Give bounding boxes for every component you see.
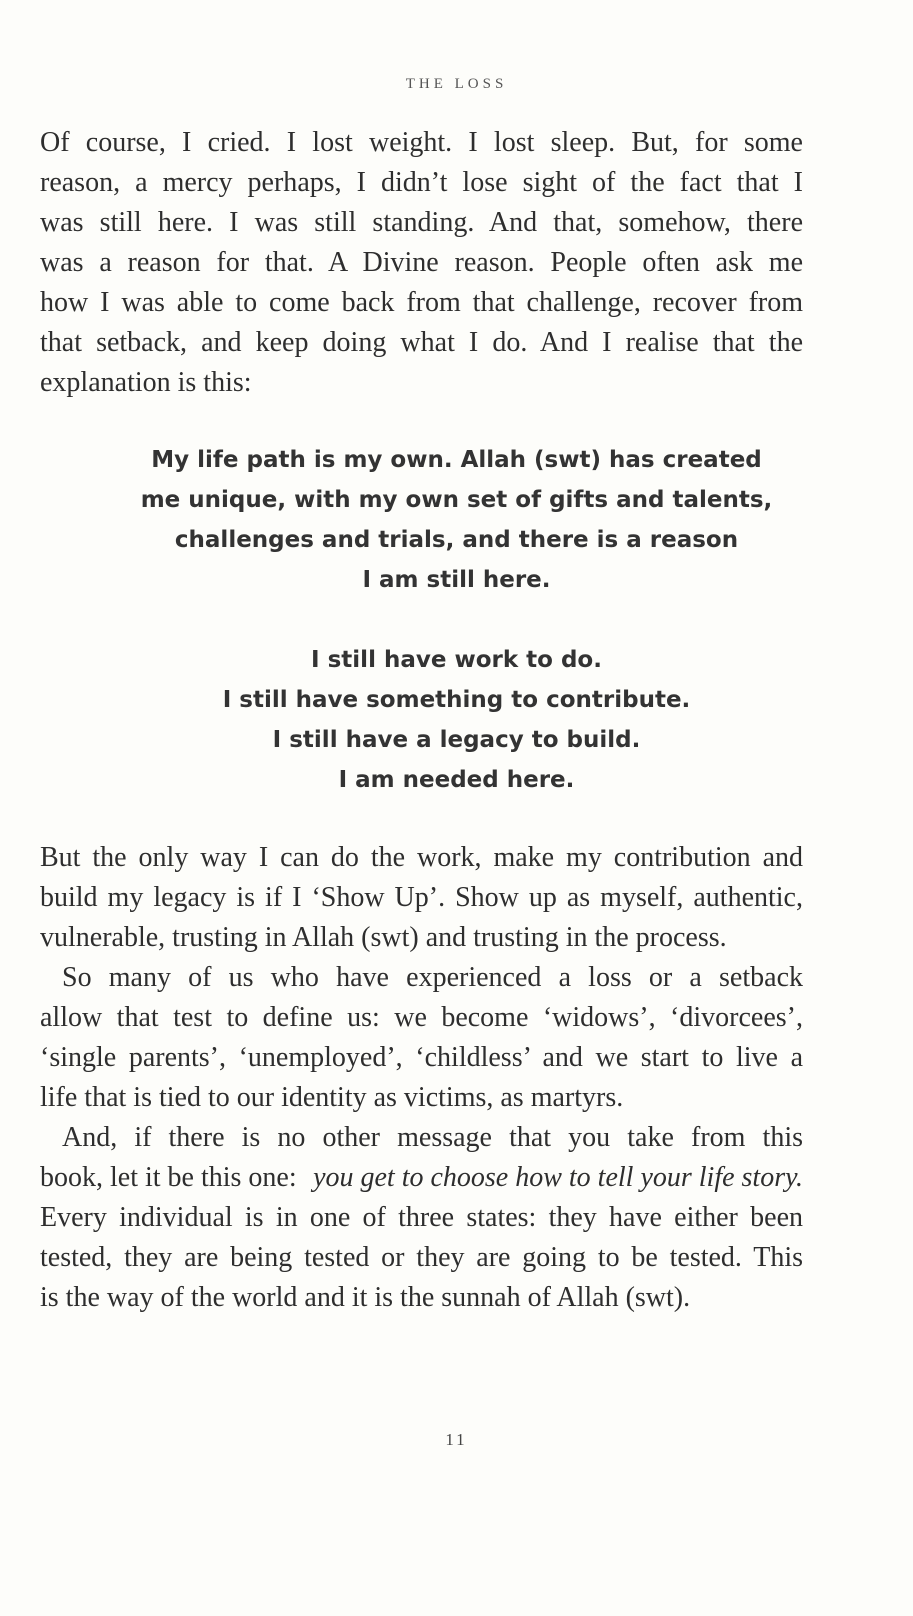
text-line: allow that test to define us: we become ‘widows’, ‘divorcees’, [40, 1002, 803, 1033]
text-line: that setback, and keep doing what I do. And I realise that the [40, 327, 803, 358]
pull-quote-1 [0, 440, 913, 600]
quote-line: I am still here. [362, 567, 551, 593]
quote-line: me unique, with my own set of gifts and talents, [140, 487, 773, 513]
paragraph-2 [40, 838, 803, 958]
text-line: ‘single parents’, ‘unemployed’, ‘childless’ and we start to live a [40, 1042, 803, 1073]
paragraph-3 [40, 958, 803, 1118]
quote-line: I am needed here. [338, 767, 575, 793]
text-line: Of course, I cried. I lost weight. I lost sleep. But, for some [40, 127, 803, 158]
text-line: explanation is this: [40, 367, 252, 398]
text-plain: book, let it be this one: [40, 1162, 297, 1193]
paragraph-1 [40, 123, 803, 403]
text-emphasis: you get to choose how to tell your life story. [313, 1162, 803, 1193]
text-line: vulnerable, trusting in Allah (swt) and trusting in the process. [40, 922, 727, 953]
text-line: life that is tied to our identity as victims, as martyrs. [40, 1082, 624, 1113]
quote-line: I still have work to do. [311, 647, 602, 673]
text-line: So many of us who have experienced a loss or a setback [62, 962, 803, 993]
pull-quote-2 [0, 640, 913, 800]
quote-line: I still have something to contribute. [222, 687, 691, 713]
text-line: tested, they are being tested or they are going to be tested. This [40, 1242, 803, 1273]
quote-line: I still have a legacy to build. [272, 727, 641, 753]
quote-line: challenges and trials, and there is a reason [174, 527, 739, 553]
text-line: Every individual is in one of three states: they have either been [40, 1202, 803, 1233]
text-line [40, 1158, 803, 1198]
page-number: 11 [445, 1430, 468, 1449]
text-line: And, if there is no other message that you take from this [62, 1122, 803, 1153]
text-line: reason, a mercy perhaps, I didn’t lose sight of the fact that I [40, 167, 803, 198]
running-head: THE LOSS [405, 76, 508, 92]
quote-line: My life path is my own. Allah (swt) has created [151, 447, 762, 473]
text-line: how I was able to come back from that challenge, recover from [40, 287, 803, 318]
text-line: was still here. I was still standing. And that, somehow, there [40, 207, 803, 238]
text-line: But the only way I can do the work, make my contribution and [40, 842, 803, 873]
text-line: is the way of the world and it is the sunnah of Allah (swt). [40, 1282, 691, 1313]
text-line: build my legacy is if I ‘Show Up’. Show up as myself, authentic, [40, 882, 803, 913]
text-line: was a reason for that. A Divine reason. People often ask me [40, 247, 803, 278]
paragraph-4 [40, 1118, 803, 1318]
